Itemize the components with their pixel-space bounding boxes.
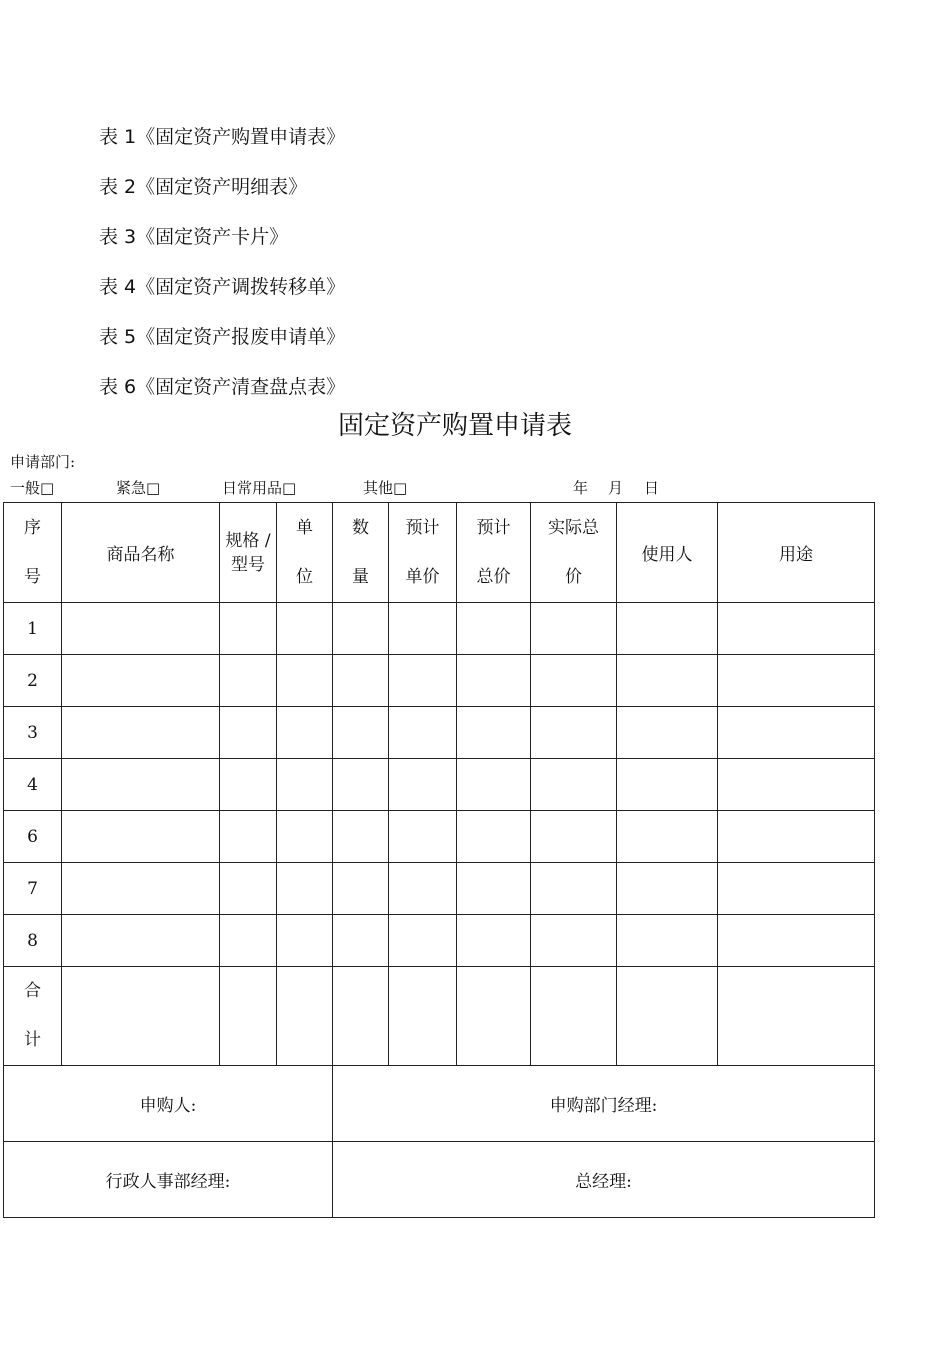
header-spec-model: 规格 / 型号 [220,503,277,603]
cell-actual-total[interactable] [531,655,617,707]
row-number: 7 [4,863,62,915]
cell-product-name[interactable] [62,915,220,967]
cell-unit[interactable] [277,655,333,707]
cell-product-name[interactable] [62,603,220,655]
cell-purpose[interactable] [718,759,875,811]
cell-purpose[interactable] [718,707,875,759]
cell-purpose[interactable] [718,915,875,967]
cell-total-est-unit-price[interactable] [389,967,457,1066]
total-label: 合 计 [4,967,62,1066]
cell-user[interactable] [617,915,718,967]
table-row [4,655,875,707]
cell-total-name[interactable] [62,967,220,1066]
cell-purpose[interactable] [718,863,875,915]
cell-actual-total[interactable] [531,863,617,915]
cell-actual-total[interactable] [531,915,617,967]
cell-user[interactable] [617,759,718,811]
cell-est-unit-price[interactable] [389,759,457,811]
cell-product-name[interactable] [62,655,220,707]
cell-est-unit-price[interactable] [389,707,457,759]
cell-quantity[interactable] [333,655,389,707]
purchase-dept-manager-signature-field[interactable]: 申购部门经理: [333,1066,875,1142]
table-row [4,707,875,759]
cell-unit[interactable] [277,915,333,967]
date-year: 年 [573,479,589,497]
cell-actual-total[interactable] [531,707,617,759]
row-number: 6 [4,811,62,863]
row-number: 8 [4,915,62,967]
row-number: 2 [4,655,62,707]
cell-est-total[interactable] [457,707,531,759]
cell-purpose[interactable] [718,655,875,707]
cell-quantity[interactable] [333,915,389,967]
cell-user[interactable] [617,863,718,915]
cell-unit[interactable] [277,603,333,655]
table-of-contents [99,112,345,412]
category-other[interactable]: 其他□ [363,479,408,497]
category-daily-supplies[interactable]: 日常用品□ [222,479,297,497]
cell-actual-total[interactable] [531,811,617,863]
cell-quantity[interactable] [333,759,389,811]
category-urgent[interactable]: 紧急□ [116,479,161,497]
cell-est-unit-price[interactable] [389,915,457,967]
toc-item-2: 表 2《固定资产明细表》 [99,176,308,198]
cell-est-unit-price[interactable] [389,655,457,707]
cell-quantity[interactable] [333,707,389,759]
cell-est-total[interactable] [457,603,531,655]
table-row [4,603,875,655]
cell-quantity[interactable] [333,603,389,655]
signature-row-2 [4,1142,875,1218]
cell-spec[interactable] [220,603,277,655]
header-row [4,503,875,603]
cell-total-user[interactable] [617,967,718,1066]
cell-unit[interactable] [277,811,333,863]
cell-user[interactable] [617,811,718,863]
header-user: 使用人 [617,503,718,603]
cell-total-est-total[interactable] [457,967,531,1066]
header-actual-total: 实际总 价 [531,503,617,603]
cell-user[interactable] [617,603,718,655]
table-row [4,863,875,915]
toc-item-4: 表 4《固定资产调拨转移单》 [99,276,346,298]
cell-total-actual[interactable] [531,967,617,1066]
cell-spec[interactable] [220,707,277,759]
cell-spec[interactable] [220,655,277,707]
cell-quantity[interactable] [333,863,389,915]
cell-spec[interactable] [220,915,277,967]
total-row [4,967,875,1066]
cell-actual-total[interactable] [531,603,617,655]
purchase-request-table [3,502,875,1218]
cell-purpose[interactable] [718,603,875,655]
header-product-name: 商品名称 [62,503,220,603]
cell-total-spec[interactable] [220,967,277,1066]
cell-product-name[interactable] [62,811,220,863]
cell-spec[interactable] [220,759,277,811]
row-number: 4 [4,759,62,811]
header-quantity: 数 量 [333,503,389,603]
date-day: 日 [644,479,660,497]
signature-row-1 [4,1066,875,1142]
cell-actual-total[interactable] [531,759,617,811]
header-seq: 序 号 [4,503,62,603]
purchaser-signature-field[interactable]: 申购人: [4,1066,333,1142]
date-month: 月 [608,479,624,497]
table-row [4,915,875,967]
cell-unit[interactable] [277,863,333,915]
cell-product-name[interactable] [62,863,220,915]
admin-hr-manager-signature-field[interactable]: 行政人事部经理: [4,1142,333,1218]
general-manager-signature-field[interactable]: 总经理: [333,1142,875,1218]
cell-est-total[interactable] [457,655,531,707]
cell-unit[interactable] [277,759,333,811]
cell-total-purpose[interactable] [718,967,875,1066]
cell-est-total[interactable] [457,915,531,967]
department-label: 申请部门: [10,453,76,471]
cell-total-quantity[interactable] [333,967,389,1066]
cell-est-total[interactable] [457,811,531,863]
header-unit: 单 位 [277,503,333,603]
cell-product-name[interactable] [62,759,220,811]
toc-item-6: 表 6《固定资产清查盘点表》 [99,376,346,398]
toc-item-1: 表 1《固定资产购置申请表》 [99,126,346,148]
cell-quantity[interactable] [333,811,389,863]
cell-est-total[interactable] [457,759,531,811]
row-number: 3 [4,707,62,759]
header-purpose: 用途 [718,503,875,603]
category-general[interactable]: 一般□ [10,479,55,497]
cell-est-unit-price[interactable] [389,603,457,655]
cell-est-unit-price[interactable] [389,811,457,863]
table-row [4,759,875,811]
cell-product-name[interactable] [62,707,220,759]
toc-item-5: 表 5《固定资产报废申请单》 [99,326,346,348]
cell-est-unit-price[interactable] [389,863,457,915]
cell-spec[interactable] [220,863,277,915]
cell-total-unit[interactable] [277,967,333,1066]
cell-purpose[interactable] [718,811,875,863]
toc-item-3: 表 3《固定资产卡片》 [99,226,289,248]
cell-est-total[interactable] [457,863,531,915]
row-number: 1 [4,603,62,655]
form-title: 固定资产购置申请表 [337,411,572,441]
cell-spec[interactable] [220,811,277,863]
table-row [4,811,875,863]
header-est-total-price: 预计 总价 [457,503,531,603]
cell-user[interactable] [617,655,718,707]
cell-unit[interactable] [277,707,333,759]
cell-user[interactable] [617,707,718,759]
header-est-unit-price: 预计 单价 [389,503,457,603]
